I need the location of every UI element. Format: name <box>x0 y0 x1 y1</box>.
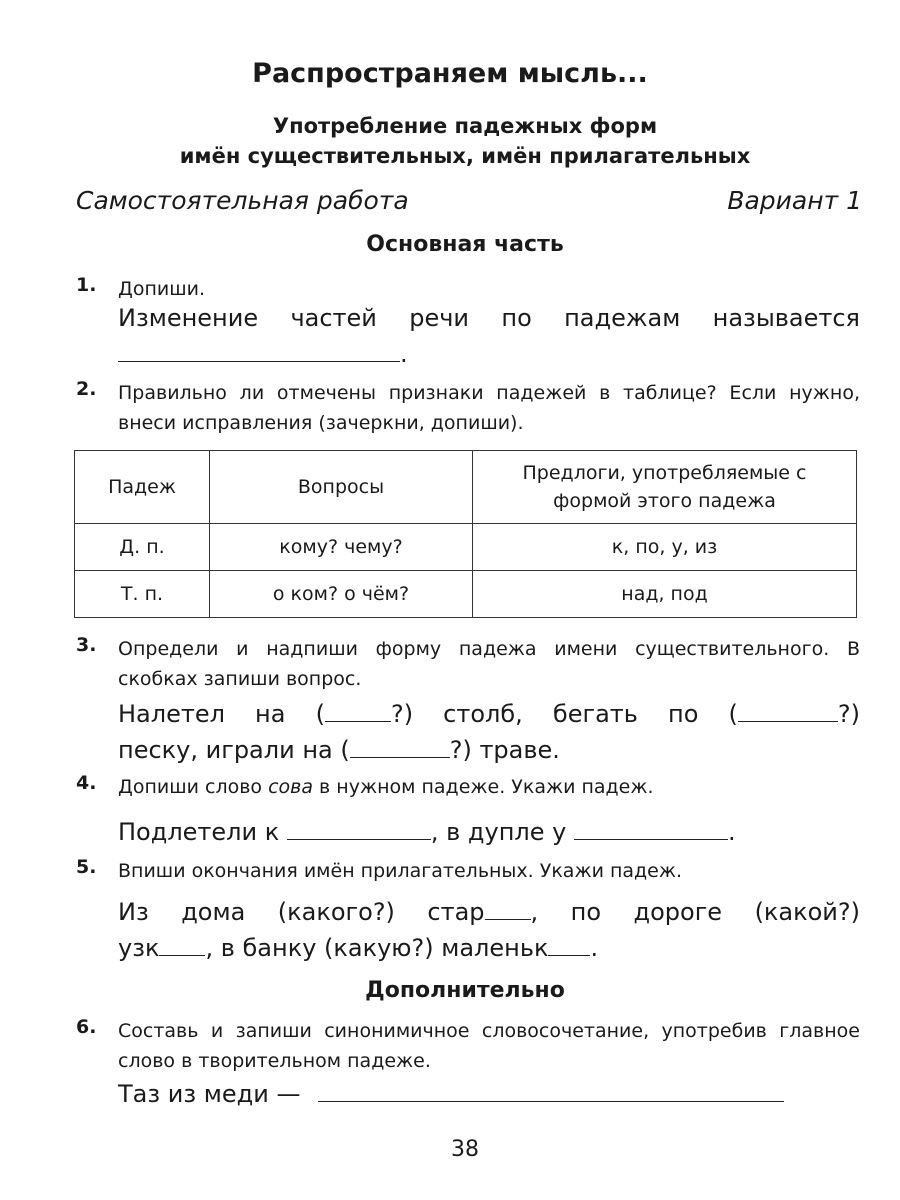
answer-blank[interactable] <box>485 895 531 920</box>
task-number: 5. <box>76 856 97 878</box>
task-sentence-line-1 <box>118 696 860 732</box>
task-number: 1. <box>76 274 97 296</box>
table-row <box>75 524 857 571</box>
text-fragment: Подлетели к <box>118 818 280 846</box>
answer-blank[interactable] <box>318 1077 784 1102</box>
answer-blank[interactable] <box>574 815 728 840</box>
task-1 <box>76 270 860 370</box>
instruction-fragment: Допиши слово <box>118 776 269 798</box>
subtitle-line-1: Употребление падежных форм <box>272 114 658 138</box>
task-instruction: Определи и надпиши форму падежа имени существительного. В скобках запиши вопрос. <box>118 638 860 690</box>
task-instruction: Допиши. <box>118 278 206 300</box>
text-fragment: ?) столб, бегать по ( <box>390 700 738 728</box>
answer-blank[interactable] <box>287 815 431 840</box>
task-number: 3. <box>76 634 97 656</box>
text-fragment: Налетел на ( <box>118 700 325 728</box>
task-instruction: Впиши окончания имён прилагательных. Укажи падеж. <box>118 860 683 882</box>
task-sentence <box>118 1076 860 1112</box>
cell-case[interactable]: Д. п. <box>75 524 210 571</box>
page-title: Распространяем мысль... <box>252 58 648 89</box>
task-6 <box>76 1016 860 1116</box>
header-case: Падеж <box>75 451 210 524</box>
answer-blank[interactable] <box>325 697 391 722</box>
subtitle-line-2: имён существительных, имён прилагательных <box>179 144 751 168</box>
task-sentence-line-1 <box>118 894 860 930</box>
text-fragment: , по дороге (какой?) <box>530 898 861 926</box>
work-type: Самостоятельная работа <box>76 186 409 215</box>
work-header <box>76 186 862 220</box>
task-number: 4. <box>76 772 97 794</box>
task-instruction: Правильно ли отмечены признаки падежей в таблице? Если нужно, внеси исправления (зачеркни, допиши). <box>118 382 860 434</box>
text-fragment: . <box>728 818 736 846</box>
target-word: сова <box>268 776 314 798</box>
text-fragment: песку, играли на ( <box>118 736 350 764</box>
header-questions: Вопросы <box>210 451 473 524</box>
text-fragment: . <box>590 934 599 962</box>
case-table <box>74 450 857 618</box>
task-3 <box>76 634 860 768</box>
instruction-fragment: в нужном падеже. Укажи падеж. <box>313 776 654 798</box>
cell-prepositions[interactable]: к, по, у, из <box>473 524 857 571</box>
answer-blank[interactable] <box>548 931 590 956</box>
task-instruction: Составь и запиши синонимичное словосочетание, употребив главное слово в творительном падеже. <box>118 1020 860 1072</box>
text-fragment: Таз из меди — <box>118 1080 301 1108</box>
answer-line-row <box>118 336 860 372</box>
page-number: 38 <box>451 1137 479 1162</box>
task-2 <box>76 378 860 442</box>
answer-blank[interactable] <box>159 931 205 956</box>
task-instruction <box>118 772 860 802</box>
variant-label: Вариант 1 <box>727 186 862 215</box>
text-fragment: , в банку (какую?) маленьк <box>205 934 549 962</box>
answer-blank[interactable] <box>738 697 838 722</box>
table-row <box>75 571 857 618</box>
header-prepositions: Предлоги, употребляемые с формой этого падежа <box>473 451 857 524</box>
answer-blank[interactable] <box>118 337 400 362</box>
answer-blank[interactable] <box>350 733 450 758</box>
section-extra-heading: Дополнительно <box>365 978 565 1003</box>
cell-prepositions[interactable]: над, под <box>473 571 857 618</box>
table-header-row <box>75 451 857 524</box>
task-number: 2. <box>76 378 97 400</box>
sentence-end: . <box>400 340 408 368</box>
cell-questions[interactable]: кому? чему? <box>210 524 473 571</box>
text-fragment: ?) <box>837 700 861 728</box>
task-5 <box>76 856 860 972</box>
text-fragment: Из дома (какого?) стар <box>118 898 485 926</box>
task-4 <box>76 772 860 852</box>
task-number: 6. <box>76 1016 97 1038</box>
task-sentence-line-2 <box>118 930 860 966</box>
cell-questions[interactable]: о ком? о чём? <box>210 571 473 618</box>
cell-case[interactable]: Т. п. <box>75 571 210 618</box>
text-fragment: узк <box>118 934 160 962</box>
task-sentence <box>118 814 860 850</box>
task-text: Изменение частей речи по падежам называется <box>118 304 860 332</box>
text-fragment: , в дупле у <box>430 818 567 846</box>
section-main-heading: Основная часть <box>366 232 564 257</box>
task-sentence-line-2 <box>118 732 860 768</box>
text-fragment: ?) траве. <box>449 736 560 764</box>
